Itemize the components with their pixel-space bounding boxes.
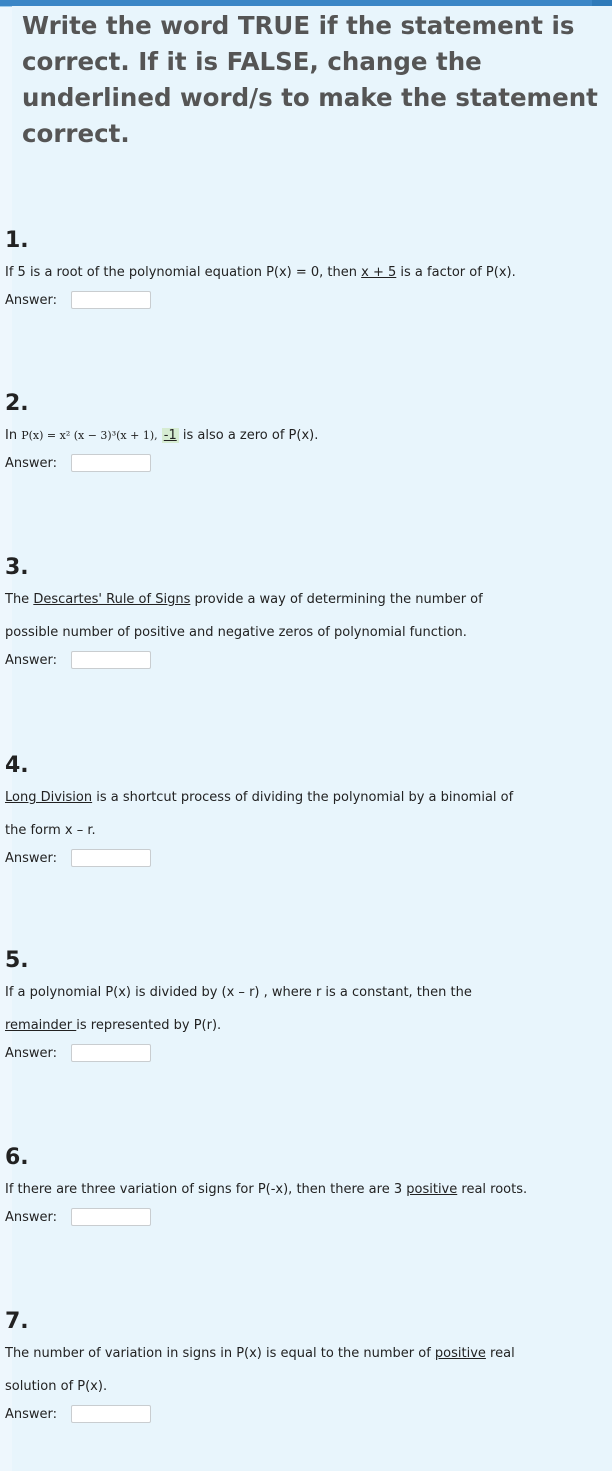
question-number: 4. xyxy=(5,753,29,778)
statement-text: If a polynomial P(x) is divided by (x – r) , where r is a constant, then the xyxy=(5,985,472,1000)
question-item-2 xyxy=(5,389,595,474)
question-statement xyxy=(5,419,595,452)
answer-label: Answer: xyxy=(5,1209,58,1225)
question-statement-line-2 xyxy=(5,814,595,847)
statement-text: the form x – r. xyxy=(5,823,96,838)
statement-text: In xyxy=(5,428,22,443)
statement-text: real roots. xyxy=(457,1182,528,1197)
answer-row xyxy=(5,649,595,671)
question-statement xyxy=(5,256,595,289)
answer-label: Answer: xyxy=(5,1045,58,1061)
polynomial-expression: P(x) = x² (x − 3)³(x + 1), xyxy=(21,429,158,442)
statement-text: If 5 is a root of the polynomial equation P(x) = 0, then xyxy=(5,265,362,280)
answer-input-1[interactable] xyxy=(71,291,151,309)
answer-label: Answer: xyxy=(5,1406,58,1422)
question-item-5 xyxy=(5,946,595,1064)
answer-row xyxy=(5,847,595,869)
underlined-term: -1 xyxy=(163,428,177,443)
statement-text: is also a zero of P(x). xyxy=(178,428,319,443)
answer-input-2[interactable] xyxy=(71,454,151,472)
answer-row xyxy=(5,1403,595,1425)
answer-input-5[interactable] xyxy=(71,1044,151,1062)
question-statement-line-2 xyxy=(5,616,595,649)
question-number: 5. xyxy=(5,948,29,973)
question-item-3 xyxy=(5,553,595,671)
question-statement-line-1 xyxy=(5,1337,595,1370)
statement-text: real xyxy=(485,1346,515,1361)
statement-text: is a factor of P(x). xyxy=(396,265,516,280)
question-number: 7. xyxy=(5,1309,29,1334)
question-item-7 xyxy=(5,1307,595,1425)
underlined-term: positive xyxy=(434,1346,486,1361)
question-statement xyxy=(5,1173,595,1206)
answer-input-6[interactable] xyxy=(71,1208,151,1226)
question-item-1 xyxy=(5,226,595,311)
statement-text: possible number of positive and negative zeros of polynomial function. xyxy=(5,625,467,640)
question-statement-line-1 xyxy=(5,781,595,814)
answer-row xyxy=(5,1042,595,1064)
answer-label: Answer: xyxy=(5,292,58,308)
answer-row xyxy=(5,289,595,311)
answer-row xyxy=(5,452,595,474)
underlined-term: Long Division xyxy=(5,790,93,805)
question-statement-line-1 xyxy=(5,976,595,1009)
question-number: 1. xyxy=(5,228,29,253)
statement-text: If there are three variation of signs for P(-x), then there are 3 xyxy=(5,1182,407,1197)
answer-input-7[interactable] xyxy=(71,1405,151,1423)
answer-label: Answer: xyxy=(5,455,58,471)
answer-input-4[interactable] xyxy=(71,849,151,867)
question-item-4 xyxy=(5,751,595,869)
question-number: 3. xyxy=(5,555,29,580)
question-statement-line-2 xyxy=(5,1009,595,1042)
answer-input-3[interactable] xyxy=(71,651,151,669)
question-statement-line-1 xyxy=(5,583,595,616)
statement-text: The xyxy=(5,592,34,607)
instructions-heading: Write the word TRUE if the statement is correct. If it is FALSE, change the underlined word/s to make the statement correct. xyxy=(22,11,598,148)
question-statement-line-2 xyxy=(5,1370,595,1403)
underlined-term: Descartes' Rule of Signs xyxy=(33,592,191,607)
underlined-term: positive xyxy=(406,1182,458,1197)
statement-text: is a shortcut process of dividing the polynomial by a binomial of xyxy=(92,790,514,805)
statement-text: The number of variation in signs in P(x) is equal to the number of xyxy=(5,1346,435,1361)
answer-label: Answer: xyxy=(5,850,58,866)
underlined-term: remainder xyxy=(5,1018,77,1033)
answer-label: Answer: xyxy=(5,652,58,668)
underlined-term: x + 5 xyxy=(361,265,397,280)
statement-text: provide a way of determining the number of xyxy=(190,592,483,607)
statement-text: is represented by P(r). xyxy=(76,1018,222,1033)
question-number: 6. xyxy=(5,1145,29,1170)
question-number: 2. xyxy=(5,391,29,416)
question-item-6 xyxy=(5,1143,595,1228)
statement-text: solution of P(x). xyxy=(5,1379,108,1394)
answer-row xyxy=(5,1206,595,1228)
